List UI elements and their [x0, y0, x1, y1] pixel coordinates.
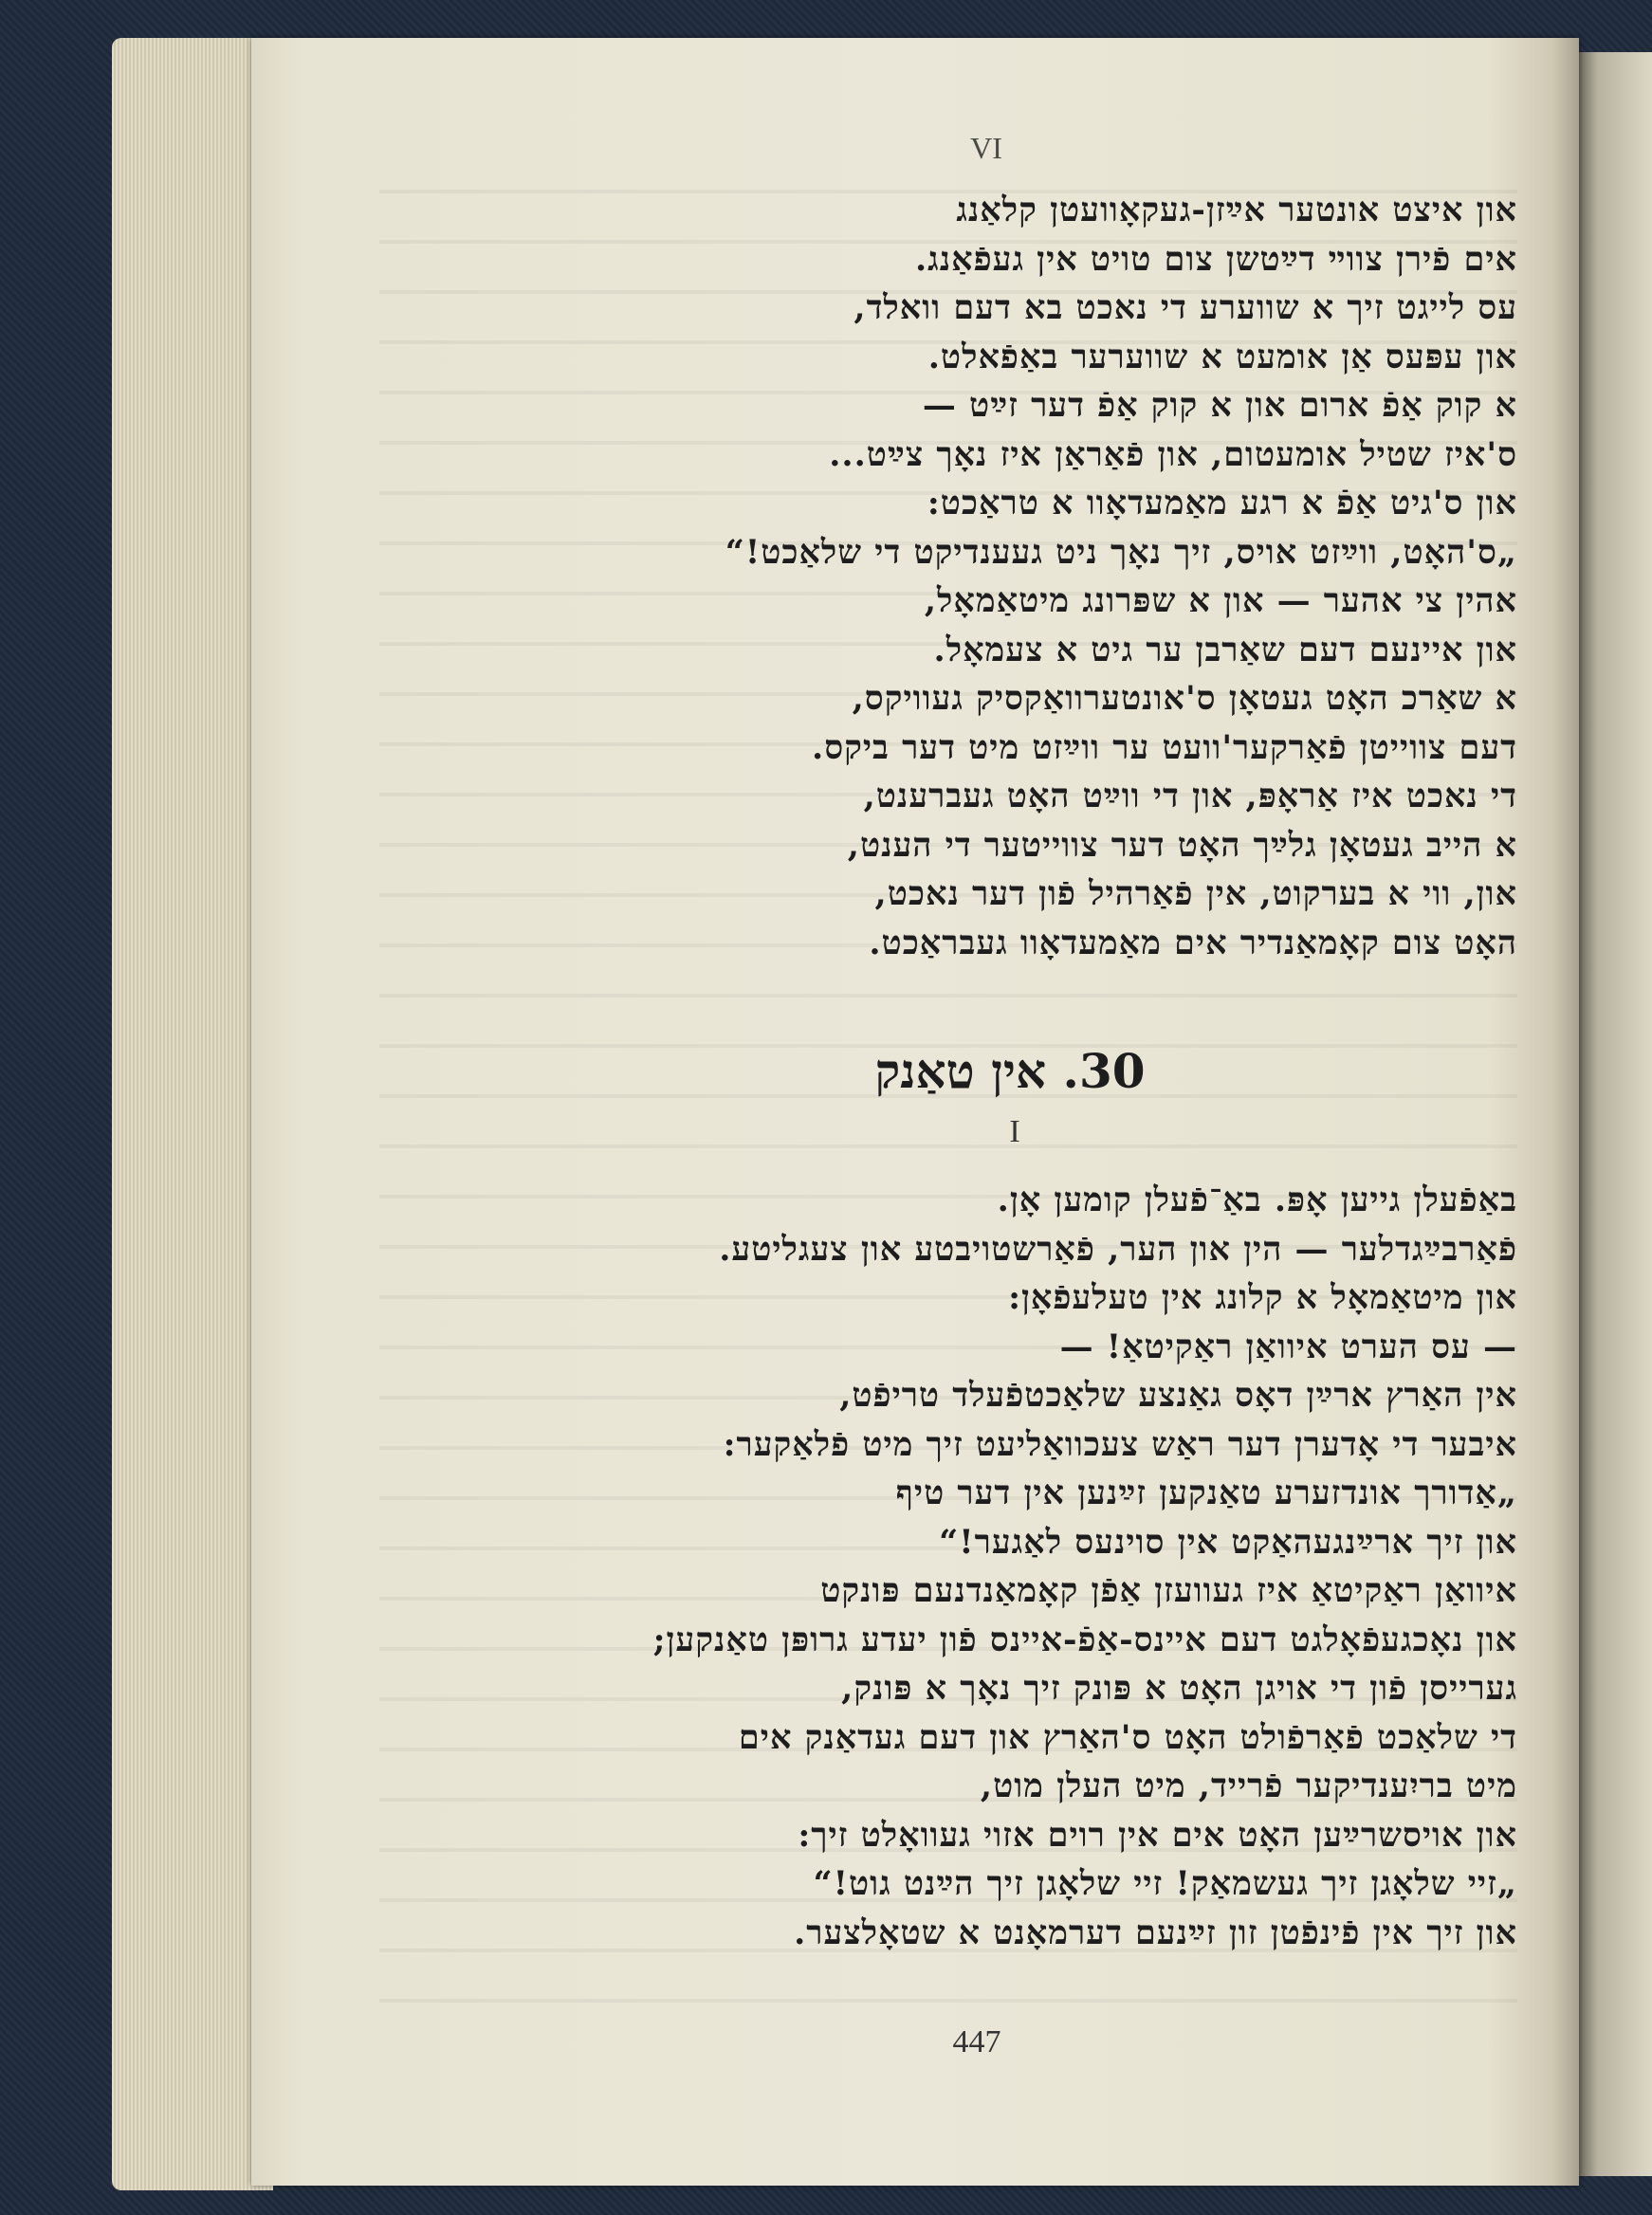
- verse-line: ס'איז שטיל אומעטום, און פֿאַראַן איז נאָך צײַט...: [829, 434, 1517, 474]
- verse-line: און זיך ארײַנגעהאַקט אין סוינעס לאַגער!“: [939, 1522, 1517, 1562]
- verse-line: — עס הערט איוואַן ראַקיטאַ! —: [1059, 1327, 1517, 1366]
- stanza-2: [398, 1176, 1517, 1957]
- verse-line: עס לייגט זיך א שווערע די נאכט בא דעם וואלד,: [854, 288, 1517, 327]
- verse-line: מיט בריִענדיקער פֿרייד, מיט העלן מוט,: [980, 1767, 1517, 1805]
- verse-line: דעם צווייטן פֿאַרקער'וועט ער ווײַזט מיט דער ביקס.: [812, 727, 1517, 767]
- verse-line: איבער די אָדערן דער ראַש צעכוואַליעט זיך מיט פֿלאַקער:: [723, 1424, 1517, 1464]
- verse-line: און, ווי א בערקוט, אין פֿאַרהיל פֿון דער נאכט,: [874, 874, 1517, 913]
- verse-line: „ס'האָט, ווײַזט אויס, זיך נאָך ניט געענדיקט די שלאַכט!“: [725, 532, 1517, 572]
- running-head: VI: [970, 131, 1002, 165]
- verse-line: „זיי שלאָגן זיך געשמאַק! זיי שלאָגן זיך הײַנט גוט!“: [813, 1864, 1517, 1903]
- verse-line: און אויסשרײַען האָט אים אין רוים אזוי געוואָלט זיך:: [798, 1815, 1517, 1855]
- section-number: I: [1009, 1114, 1020, 1149]
- page-edges: [112, 38, 273, 2190]
- verse-line: איוואַן ראַקיטאַ איז געוועזן אַפֿן קאָמאַנדנעם פּונקט: [820, 1571, 1517, 1610]
- page-number: 447: [952, 2024, 1001, 2059]
- verse-line: און איצט אונטער אײַזן-געקאָוועטן קלאַנג: [956, 191, 1517, 229]
- verse-line: און מיטאַמאָל א קלונג אין טעלעפֿאָן:: [1008, 1278, 1517, 1317]
- verse-line: אים פֿירן צווײ דײַטשן צום טויט אין געפֿאַנג.: [915, 239, 1517, 279]
- section-title: 30. אין טאַנק: [874, 1043, 1146, 1099]
- facing-page-edge: [1574, 52, 1652, 2176]
- verse-line: „אַדורך אונדזערע טאַנקען זײַנען אין דער טיף: [895, 1474, 1517, 1512]
- verse-line: גערייסן פֿון די אויגן האָט א פּונק זיך נאָך א פּונק,: [841, 1669, 1517, 1708]
- verse-line: באַפֿעלן גייען אָפּ. באַ־פֿעלן קומען אָן.: [997, 1181, 1517, 1219]
- verse-line: האָט צום קאָמאַנדיר אים מאַמעדאָוו געבראַכט.: [869, 923, 1517, 962]
- verse-line: און איינעם דעם שאַרבן ער גיט א צעמאָל.: [933, 630, 1517, 669]
- verse-line: און עפּעס אַן אומעט א שווערער באַפֿאלט.: [927, 337, 1517, 376]
- verse-line: פֿאַרבײַגדלער — הין און הער, פֿאַרשטויבטע און צעגליטע.: [719, 1229, 1517, 1269]
- verse-line: א קוק אַפֿ ארום און א קוק אַפֿ דער זײַט —: [922, 386, 1517, 425]
- verse-line: די שלאַכט פֿאַרפֿולט האָט ס'האַרץ און דעם געדאַנק אים: [738, 1717, 1517, 1757]
- stanza-1: [398, 186, 1517, 967]
- verse-line: די נאכט איז אַראָפּ, און די ווײַט האָט געברענט,: [863, 777, 1517, 815]
- verse-line: און נאָכגעפֿאָלגט דעם איינס-אַפֿ-איינס פֿון יעדע גרופּן טאַנקען;: [652, 1620, 1517, 1659]
- verse-line: אהין צי אהער — און א שפּרונג מיטאַמאָל,: [924, 581, 1517, 620]
- verse-line: און ס'גיט אַפֿ א רגע מאַמעדאָוו א טראַכט:: [927, 484, 1517, 522]
- verse-line: א הייב געטאָן גלײַך האָט דער צווייטער די הענט,: [847, 825, 1517, 865]
- verse-line: א שאַרכ האָט געטאָן ס'אונטערוואַקסיק געוויקס,: [852, 679, 1517, 718]
- verse-line: אין האַרץ ארײַן דאָס גאַנצע שלאַכטפֿעלד טריפֿט,: [839, 1376, 1517, 1415]
- verse-line: און זיך אין פֿינפֿטן זון זײַנעם דערמאָנט א שטאָלצער.: [794, 1913, 1517, 1952]
